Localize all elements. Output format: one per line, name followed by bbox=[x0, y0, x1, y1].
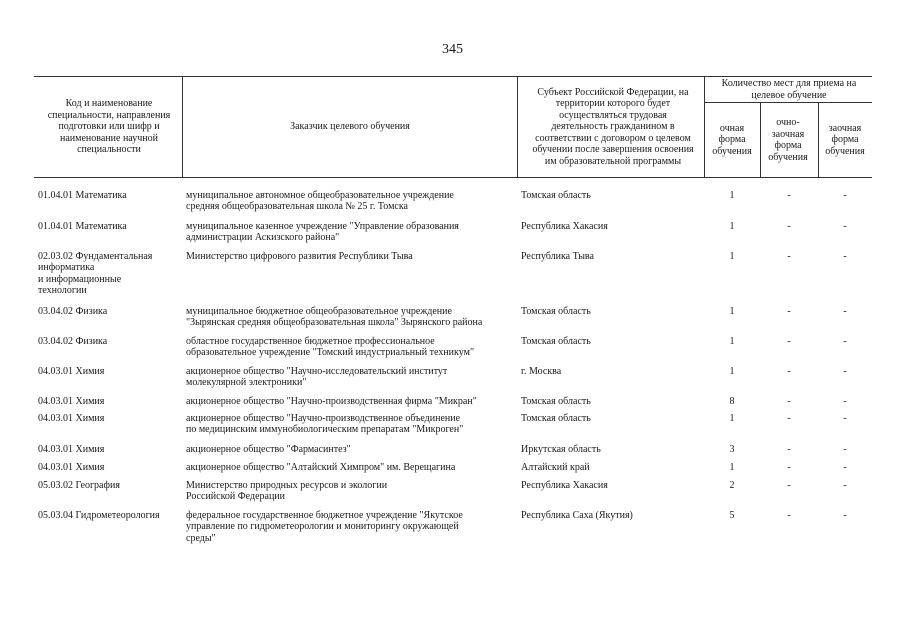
row-subject: Томская область bbox=[521, 336, 591, 347]
header-divider-5 bbox=[818, 102, 819, 177]
header-part-time: очно-заочная форма обучения bbox=[768, 117, 808, 163]
row-subject: Республика Саха (Якутия) bbox=[521, 510, 633, 521]
row-subject: Республика Хакасия bbox=[521, 221, 608, 232]
row-subject: Томская область bbox=[521, 396, 591, 407]
row-distance: - bbox=[843, 221, 847, 232]
header-distance: заочная форма обучения bbox=[825, 122, 865, 157]
row-code: 01.04.01 Математика bbox=[38, 221, 127, 232]
header-subject: Субъект Российской Федерации, на территории которого будет осуществляться трудовая деятельность гражданином в соответствии с договором о целевом обучении после завершения освоения им образовательной программы bbox=[532, 86, 694, 167]
row-distance: - bbox=[843, 336, 847, 347]
row-part-time: - bbox=[787, 221, 791, 232]
row-full-time: 8 bbox=[729, 396, 735, 407]
row-customer: муниципальное автономное общеобразовательное учреждение средняя общеобразовательная школа № 25 г. Томска bbox=[186, 190, 454, 213]
header-customer: Заказчик целевого обучения bbox=[290, 121, 410, 133]
row-distance: - bbox=[843, 251, 847, 262]
row-customer: муниципальное бюджетное общеобразовательное учреждение "Зырянская средняя общеобразовательная школа" Зырянского района bbox=[186, 306, 483, 329]
row-full-time: 3 bbox=[729, 444, 735, 455]
row-full-time: 5 bbox=[729, 510, 735, 521]
row-code: 04.03.01 Химия bbox=[38, 444, 105, 455]
row-customer: Министерство природных ресурсов и экологии Российской Федерации bbox=[186, 480, 388, 503]
row-code: 04.03.01 Химия bbox=[38, 462, 105, 473]
header-divider-2 bbox=[517, 76, 518, 177]
row-part-time: - bbox=[787, 510, 791, 521]
row-subject: Томская область bbox=[521, 190, 591, 201]
row-code: 03.04.02 Физика bbox=[38, 306, 108, 317]
row-part-time: - bbox=[787, 480, 791, 491]
row-customer: акционерное общество "Научно-производственная фирма "Микран" bbox=[186, 396, 477, 407]
row-subject: Иркутская область bbox=[521, 444, 601, 455]
row-subject: г. Москва bbox=[521, 366, 562, 377]
row-customer: акционерное общество "Научно-исследовательский институт молекулярной электроники" bbox=[186, 366, 448, 389]
row-distance: - bbox=[843, 444, 847, 455]
row-code: 03.04.02 Физика bbox=[38, 336, 108, 347]
header-quota: Количество мест для приема на целевое обучение bbox=[721, 78, 857, 101]
row-part-time: - bbox=[787, 396, 791, 407]
row-full-time: 1 bbox=[729, 366, 735, 377]
row-customer: акционерное общество "Алтайский Химпром" им. Верещагина bbox=[186, 462, 456, 473]
header-divider-4 bbox=[760, 102, 761, 177]
row-customer: акционерное общество "Фармасинтез" bbox=[186, 444, 351, 455]
row-customer: муниципальное казенное учреждение "Управление образования администрации Аскизского района" bbox=[186, 221, 459, 244]
row-part-time: - bbox=[787, 251, 791, 262]
row-part-time: - bbox=[787, 462, 791, 473]
header-code: Код и наименование специальности, направления подготовки или шифр и наименование научной специальности bbox=[47, 98, 171, 156]
row-customer: областное государственное бюджетное профессиональное образовательное учреждение "Томский индустриальный техникум" bbox=[186, 336, 475, 359]
row-code: 04.03.01 Химия bbox=[38, 413, 105, 424]
row-full-time: 1 bbox=[729, 413, 735, 424]
row-code: 05.03.02 География bbox=[38, 480, 120, 491]
row-code: 04.03.01 Химия bbox=[38, 396, 105, 407]
row-full-time: 2 bbox=[729, 480, 735, 491]
row-full-time: 1 bbox=[729, 251, 735, 262]
row-customer: федеральное государственное бюджетное учреждение "Якутское управление по гидрометеорологии и мониторингу окружающей среды" bbox=[186, 510, 463, 544]
row-full-time: 1 bbox=[729, 462, 735, 473]
row-distance: - bbox=[843, 396, 847, 407]
row-full-time: 1 bbox=[729, 221, 735, 232]
row-customer: Министерство цифрового развития Республики Тыва bbox=[186, 251, 413, 262]
row-subject: Республика Тыва bbox=[521, 251, 594, 262]
header-divider-3 bbox=[704, 76, 705, 177]
row-distance: - bbox=[843, 480, 847, 491]
row-part-time: - bbox=[787, 413, 791, 424]
page-number: 345 bbox=[442, 42, 463, 57]
row-full-time: 1 bbox=[729, 190, 735, 201]
row-part-time: - bbox=[787, 336, 791, 347]
row-part-time: - bbox=[787, 444, 791, 455]
row-code: 05.03.04 Гидрометеорология bbox=[38, 510, 160, 521]
row-distance: - bbox=[843, 366, 847, 377]
row-full-time: 1 bbox=[729, 306, 735, 317]
row-distance: - bbox=[843, 510, 847, 521]
header-bottom-rule bbox=[34, 177, 872, 178]
row-distance: - bbox=[843, 462, 847, 473]
row-full-time: 1 bbox=[729, 336, 735, 347]
row-distance: - bbox=[843, 413, 847, 424]
row-distance: - bbox=[843, 306, 847, 317]
header-full-time: очная форма обучения bbox=[712, 122, 752, 157]
row-distance: - bbox=[843, 190, 847, 201]
row-subject: Томская область bbox=[521, 413, 591, 424]
row-subject: Республика Хакасия bbox=[521, 480, 608, 491]
row-code: 02.03.02 Фундаментальная информатика и информационные технологии bbox=[38, 251, 153, 297]
row-subject: Алтайский край bbox=[521, 462, 590, 473]
row-code: 04.03.01 Химия bbox=[38, 366, 105, 377]
row-code: 01.04.01 Математика bbox=[38, 190, 127, 201]
row-subject: Томская область bbox=[521, 306, 591, 317]
row-customer: акционерное общество "Научно-производственное объединение по медицинским иммунобиологическим препаратам "Микроген" bbox=[186, 413, 464, 436]
row-part-time: - bbox=[787, 366, 791, 377]
row-part-time: - bbox=[787, 190, 791, 201]
row-part-time: - bbox=[787, 306, 791, 317]
